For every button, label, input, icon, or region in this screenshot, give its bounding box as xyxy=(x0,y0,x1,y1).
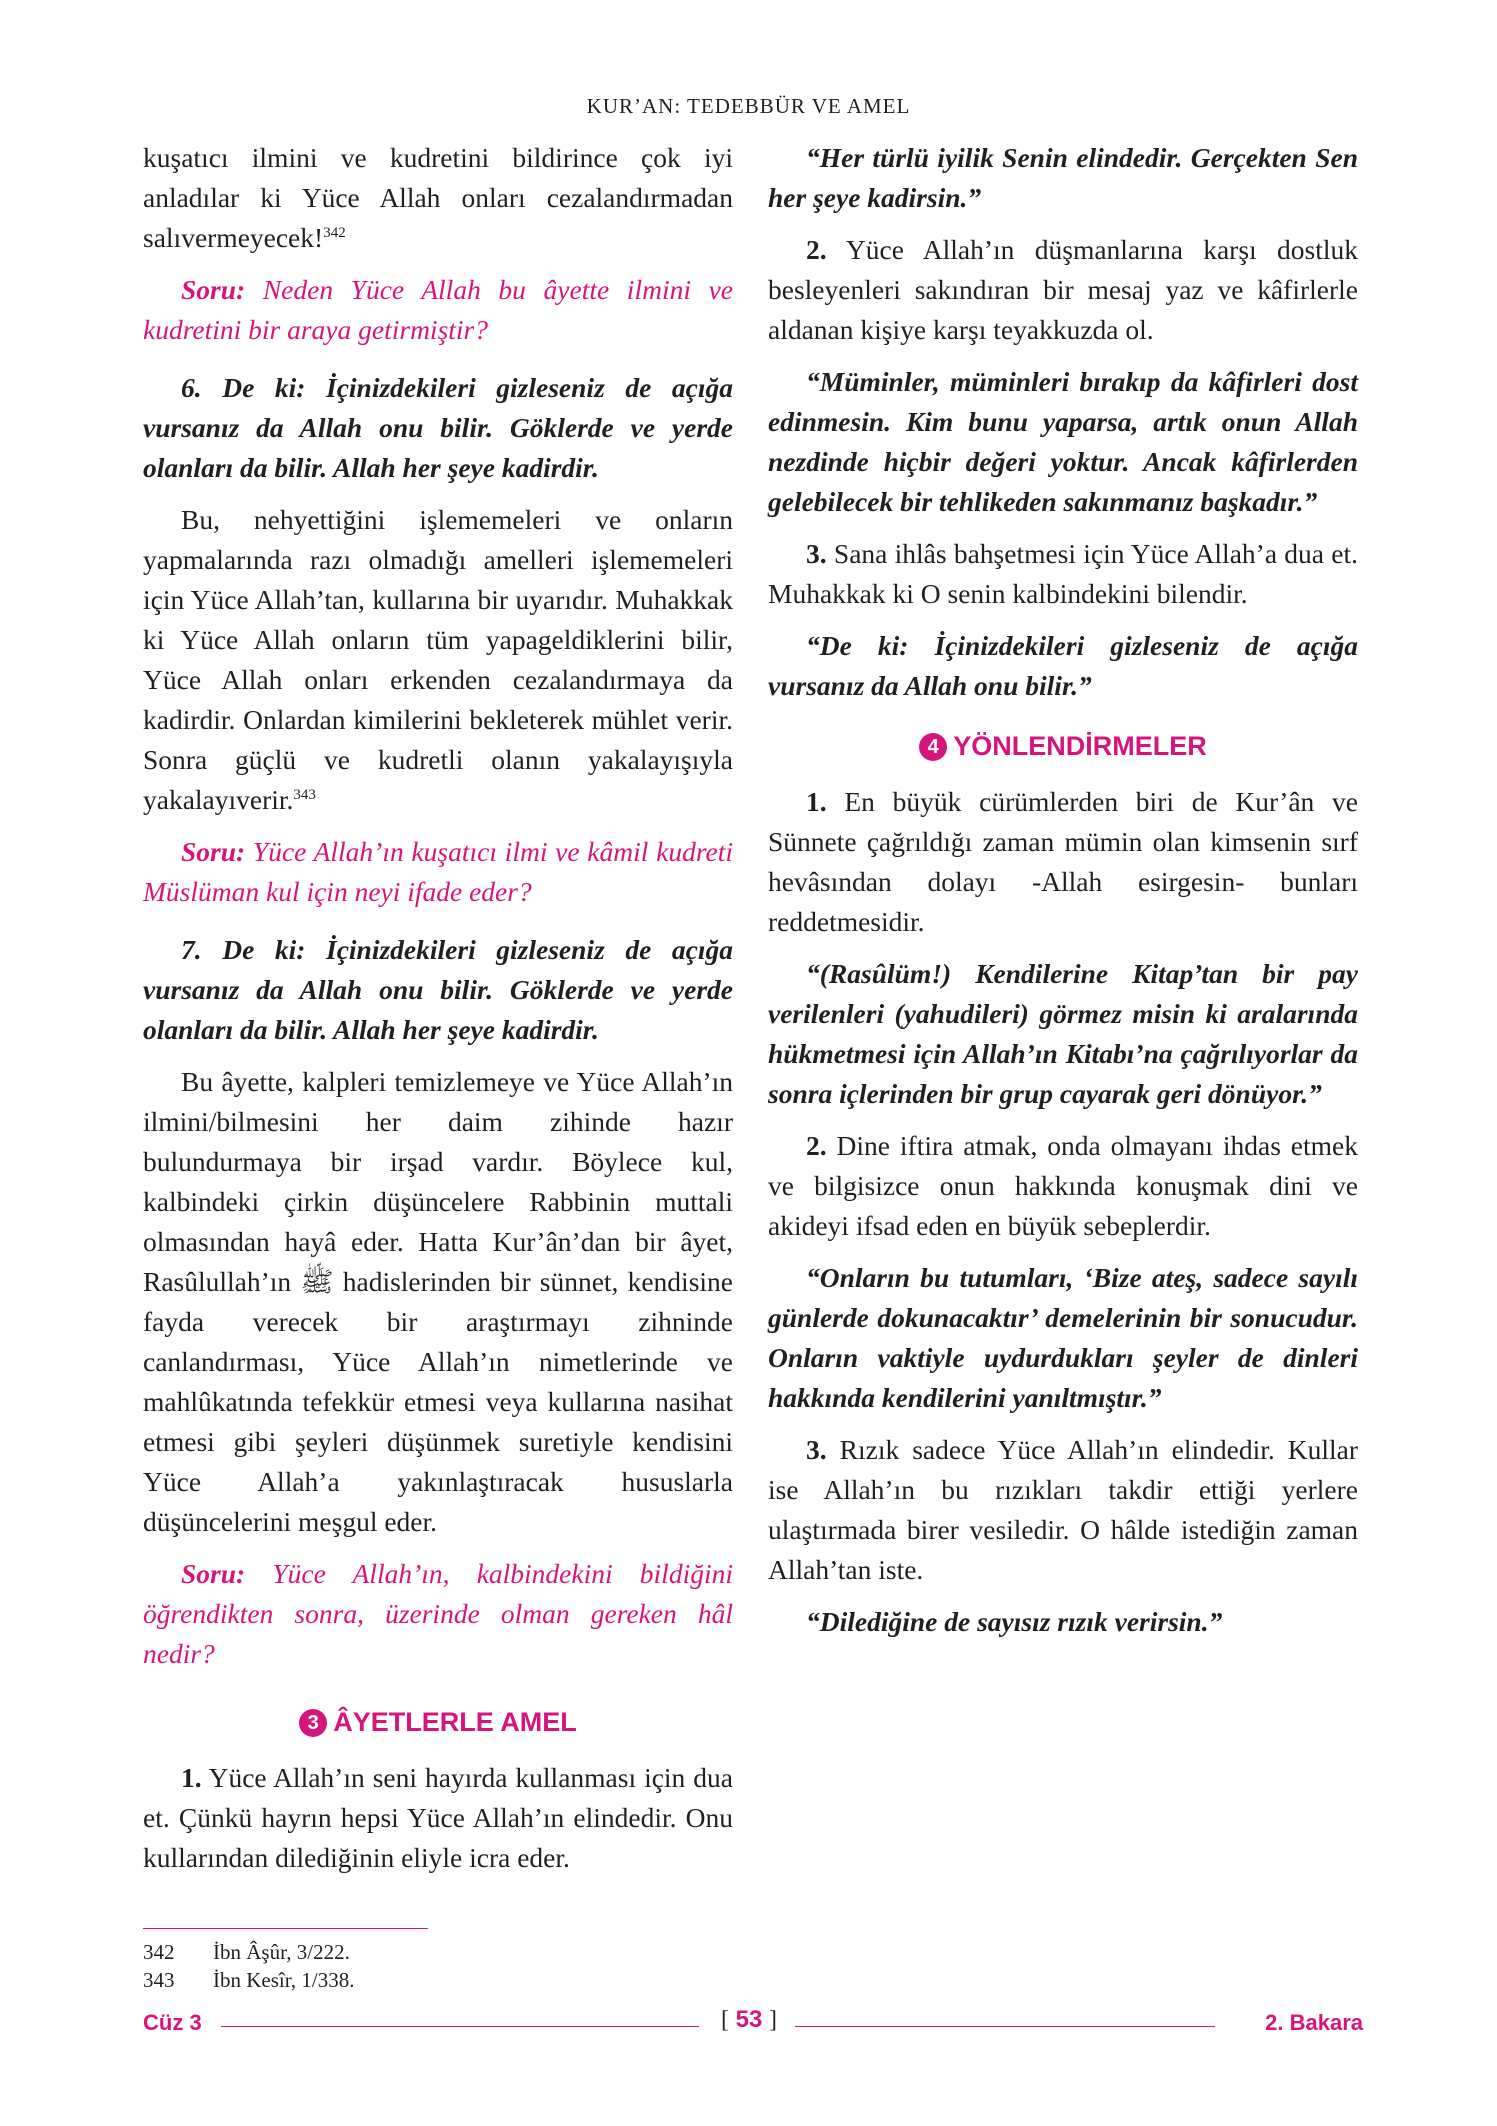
section-number-badge: 3 xyxy=(299,1709,327,1737)
section-title: YÖNLENDİRMELER xyxy=(953,731,1207,761)
footer-surah: 2. Bakara xyxy=(1265,2010,1363,2035)
quote: “Dilediğine de sayısız rızık verirsin.” xyxy=(806,1606,1223,1637)
footnote-ref: 343 xyxy=(293,786,316,803)
page-bracket-close: ] xyxy=(769,2007,778,2033)
page-bracket-open: [ xyxy=(720,2007,729,2033)
list-item xyxy=(768,230,1358,350)
item-number: 1. xyxy=(806,786,827,817)
question-text: Yüce Allah’ın, kalbindekini bildiğini öğrendikten sonra, üzerinde olman gereken hâl nedir? xyxy=(143,1558,733,1669)
item-text: Rızık sadece Yüce Allah’ın elindedir. Kullar ise Allah’ın bu rızıkları takdir ettiği yerlere ulaştırmada birer vesiledir. O hâlde istediğin zaman Allah’tan iste. xyxy=(768,1434,1358,1585)
section-number-badge: 4 xyxy=(919,733,947,761)
item-text: Yüce Allah’ın düşmanlarına karşı dostluk besleyenleri sakındıran bir mesaj yaz ve kâfirlerle aldanan kişiye karşı teyakkuzda ol. xyxy=(768,234,1358,345)
footer-divider-right xyxy=(795,2026,1215,2027)
list-item xyxy=(768,1430,1358,1590)
paragraph xyxy=(143,500,733,820)
item-number: 3. xyxy=(806,538,827,569)
quote: “Onların bu tutumları, ‘Bize ateş, sadece sayılı günlerde dokunacaktır’ demelerinin bir sonucudur. Onların vaktiyle uydurdukları şeyler de dinleri hakkında kendilerini yanıltmıştır.” xyxy=(768,1262,1358,1413)
question xyxy=(143,832,733,912)
paragraph: Bu âyette, kalpleri temizlemeye ve Yüce Allah’ın ilmini/bilmesini her daim zihinde hazır bulundurmaya bir irşad vardır. Böylece kul, kalbindeki çirkin düşüncelere Rabbinin muttali olmasından hayâ eder. Hatta Kur’ân’dan bir âyet, Rasûlullah’ın ﷺ hadislerinden bir sünnet, kendisine fayda verecek bir araştırmayı zihninde canlandırması, Yüce Allah’ın nimetlerinde ve mahlûkatında tefekkür etmesi veya kullarına nasihat etmesi gibi şeyleri düşünmek suretiyle kendisini Yüce Allah’a yakınlaştıracak hususlarla düşüncelerini meşgul eder. xyxy=(143,1066,733,1537)
question-label: Soru: xyxy=(181,274,246,305)
item-text: En büyük cürümlerden biri de Kur’ân ve Sünnete çağrıldığı zaman mümin olan kimsenin sırf hevâsından dolayı -Allah esirgesin- bunları reddetmesidir. xyxy=(768,786,1358,937)
question-text: Yüce Allah’ın kuşatıcı ilmi ve kâmil kudreti Müslüman kul için neyi ifade eder? xyxy=(143,836,733,907)
quote: “(Rasûlüm!) Kendilerine Kitap’tan bir pay verilenleri (yahudileri) görmez misin ki aralarında hükmetmesi için Allah’ın Kitabı’na çağrılıyorlar da sonra içlerinden bir grup cayarak geri dönüyor.” xyxy=(768,958,1358,1109)
footnote-divider xyxy=(143,1928,428,1929)
question xyxy=(143,270,733,350)
right-column xyxy=(768,138,1358,1654)
question-label: Soru: xyxy=(181,1558,246,1589)
list-item xyxy=(768,534,1358,614)
question-text: Neden Yüce Allah bu âyette ilmini ve kudretini bir araya getirmiştir? xyxy=(143,274,733,345)
section-heading xyxy=(143,1704,733,1740)
item-number: 2. xyxy=(806,1130,827,1161)
footnote-number: 343 xyxy=(143,1968,175,1992)
question-label: Soru: xyxy=(181,836,246,867)
running-header: KUR’AN: TEDEBBÜR VE AMEL xyxy=(586,94,911,118)
verse-6: 6. De ki: İçinizdekileri gizleseniz de açığa vursanız da Allah onu bilir. Göklerde ve yerde olanları da bilir. Allah her şeye kadirdir. xyxy=(143,372,733,483)
list-item xyxy=(768,1126,1358,1246)
section-heading xyxy=(768,728,1358,764)
footnote xyxy=(143,1966,733,1994)
footnote-text: İbn Kesîr, 1/338. xyxy=(213,1968,355,1992)
item-number: 1. xyxy=(181,1762,202,1793)
footer-divider-left xyxy=(221,2026,699,2027)
footer-juz: Cüz 3 xyxy=(143,2010,202,2035)
page-number xyxy=(711,2006,787,2034)
list-item xyxy=(768,782,1358,942)
left-column xyxy=(143,138,733,1890)
footnote-ref: 342 xyxy=(323,224,346,241)
quote: “De ki: İçinizdekileri gizleseniz de açığa vursanız da Allah onu bilir.” xyxy=(768,630,1358,701)
question xyxy=(143,1554,733,1674)
quote: “Müminler, müminleri bırakıp da kâfirleri dost edinmesin. Kim bunu yaparsa, artık onun Allah nezdinde hiçbir değeri yoktur. Ancak kâfirlerden gelebilecek bir tehlikeden sakınmanız başkadır.” xyxy=(768,366,1358,517)
item-text: Dine iftira atmak, onda olmayanı ihdas etmek ve bilgisizce onun hakkında konuşmak dini ve akideyi ifsad eden en büyük sebeplerdir. xyxy=(768,1130,1358,1241)
item-text: Sana ihlâs bahşetmesi için Yüce Allah’a dua et. Muhakkak ki O senin kalbindekini bilendir. xyxy=(768,538,1358,609)
verse-7: 7. De ki: İçinizdekileri gizleseniz de açığa vursanız da Allah onu bilir. Göklerde ve yerde olanları da bilir. Allah her şeye kadirdir. xyxy=(143,934,733,1045)
quote: “Her türlü iyilik Senin elindedir. Gerçekten Sen her şeye kadirsin.” xyxy=(768,142,1358,213)
item-number: 3. xyxy=(806,1434,827,1465)
item-number: 2. xyxy=(806,234,827,265)
footnote-number: 342 xyxy=(143,1940,175,1964)
page-footer xyxy=(143,2006,1363,2042)
paragraph-text: kuşatıcı ilmini ve kudretini bildirince çok iyi anladılar ki Yüce Allah onları cezalandırmadan salıvermeyecek! xyxy=(143,142,733,253)
item-text: Yüce Allah’ın seni hayırda kullanması için dua et. Çünkü hayrın hepsi Yüce Allah’ın elindedir. Onu kullarından dilediğinin eliyle icra eder. xyxy=(143,1762,733,1873)
section-title: ÂYETLERLE AMEL xyxy=(333,1707,577,1737)
footnote xyxy=(143,1938,733,1966)
paragraph xyxy=(143,138,733,258)
list-item xyxy=(143,1758,733,1878)
footnote-text: İbn Âşûr, 3/222. xyxy=(213,1940,350,1964)
paragraph-text: Bu, nehyettiğini işlememeleri ve onların yapmalarında razı olmadığı amelleri işlememeleri için Yüce Allah’tan, kullarına bir uyarıdır. Muhakkak ki Yüce Allah onların tüm yapageldiklerini bilir, Yüce Allah onları erkenden cezalandırmaya da kadirdir. Onlardan kimilerini bekleterek mühlet verir. Sonra güçlü ve kudretli olanın yakalayışıyla yakalayıverir. xyxy=(143,504,733,815)
page-number-value: 53 xyxy=(735,2006,763,2033)
footnotes xyxy=(143,1938,733,1994)
